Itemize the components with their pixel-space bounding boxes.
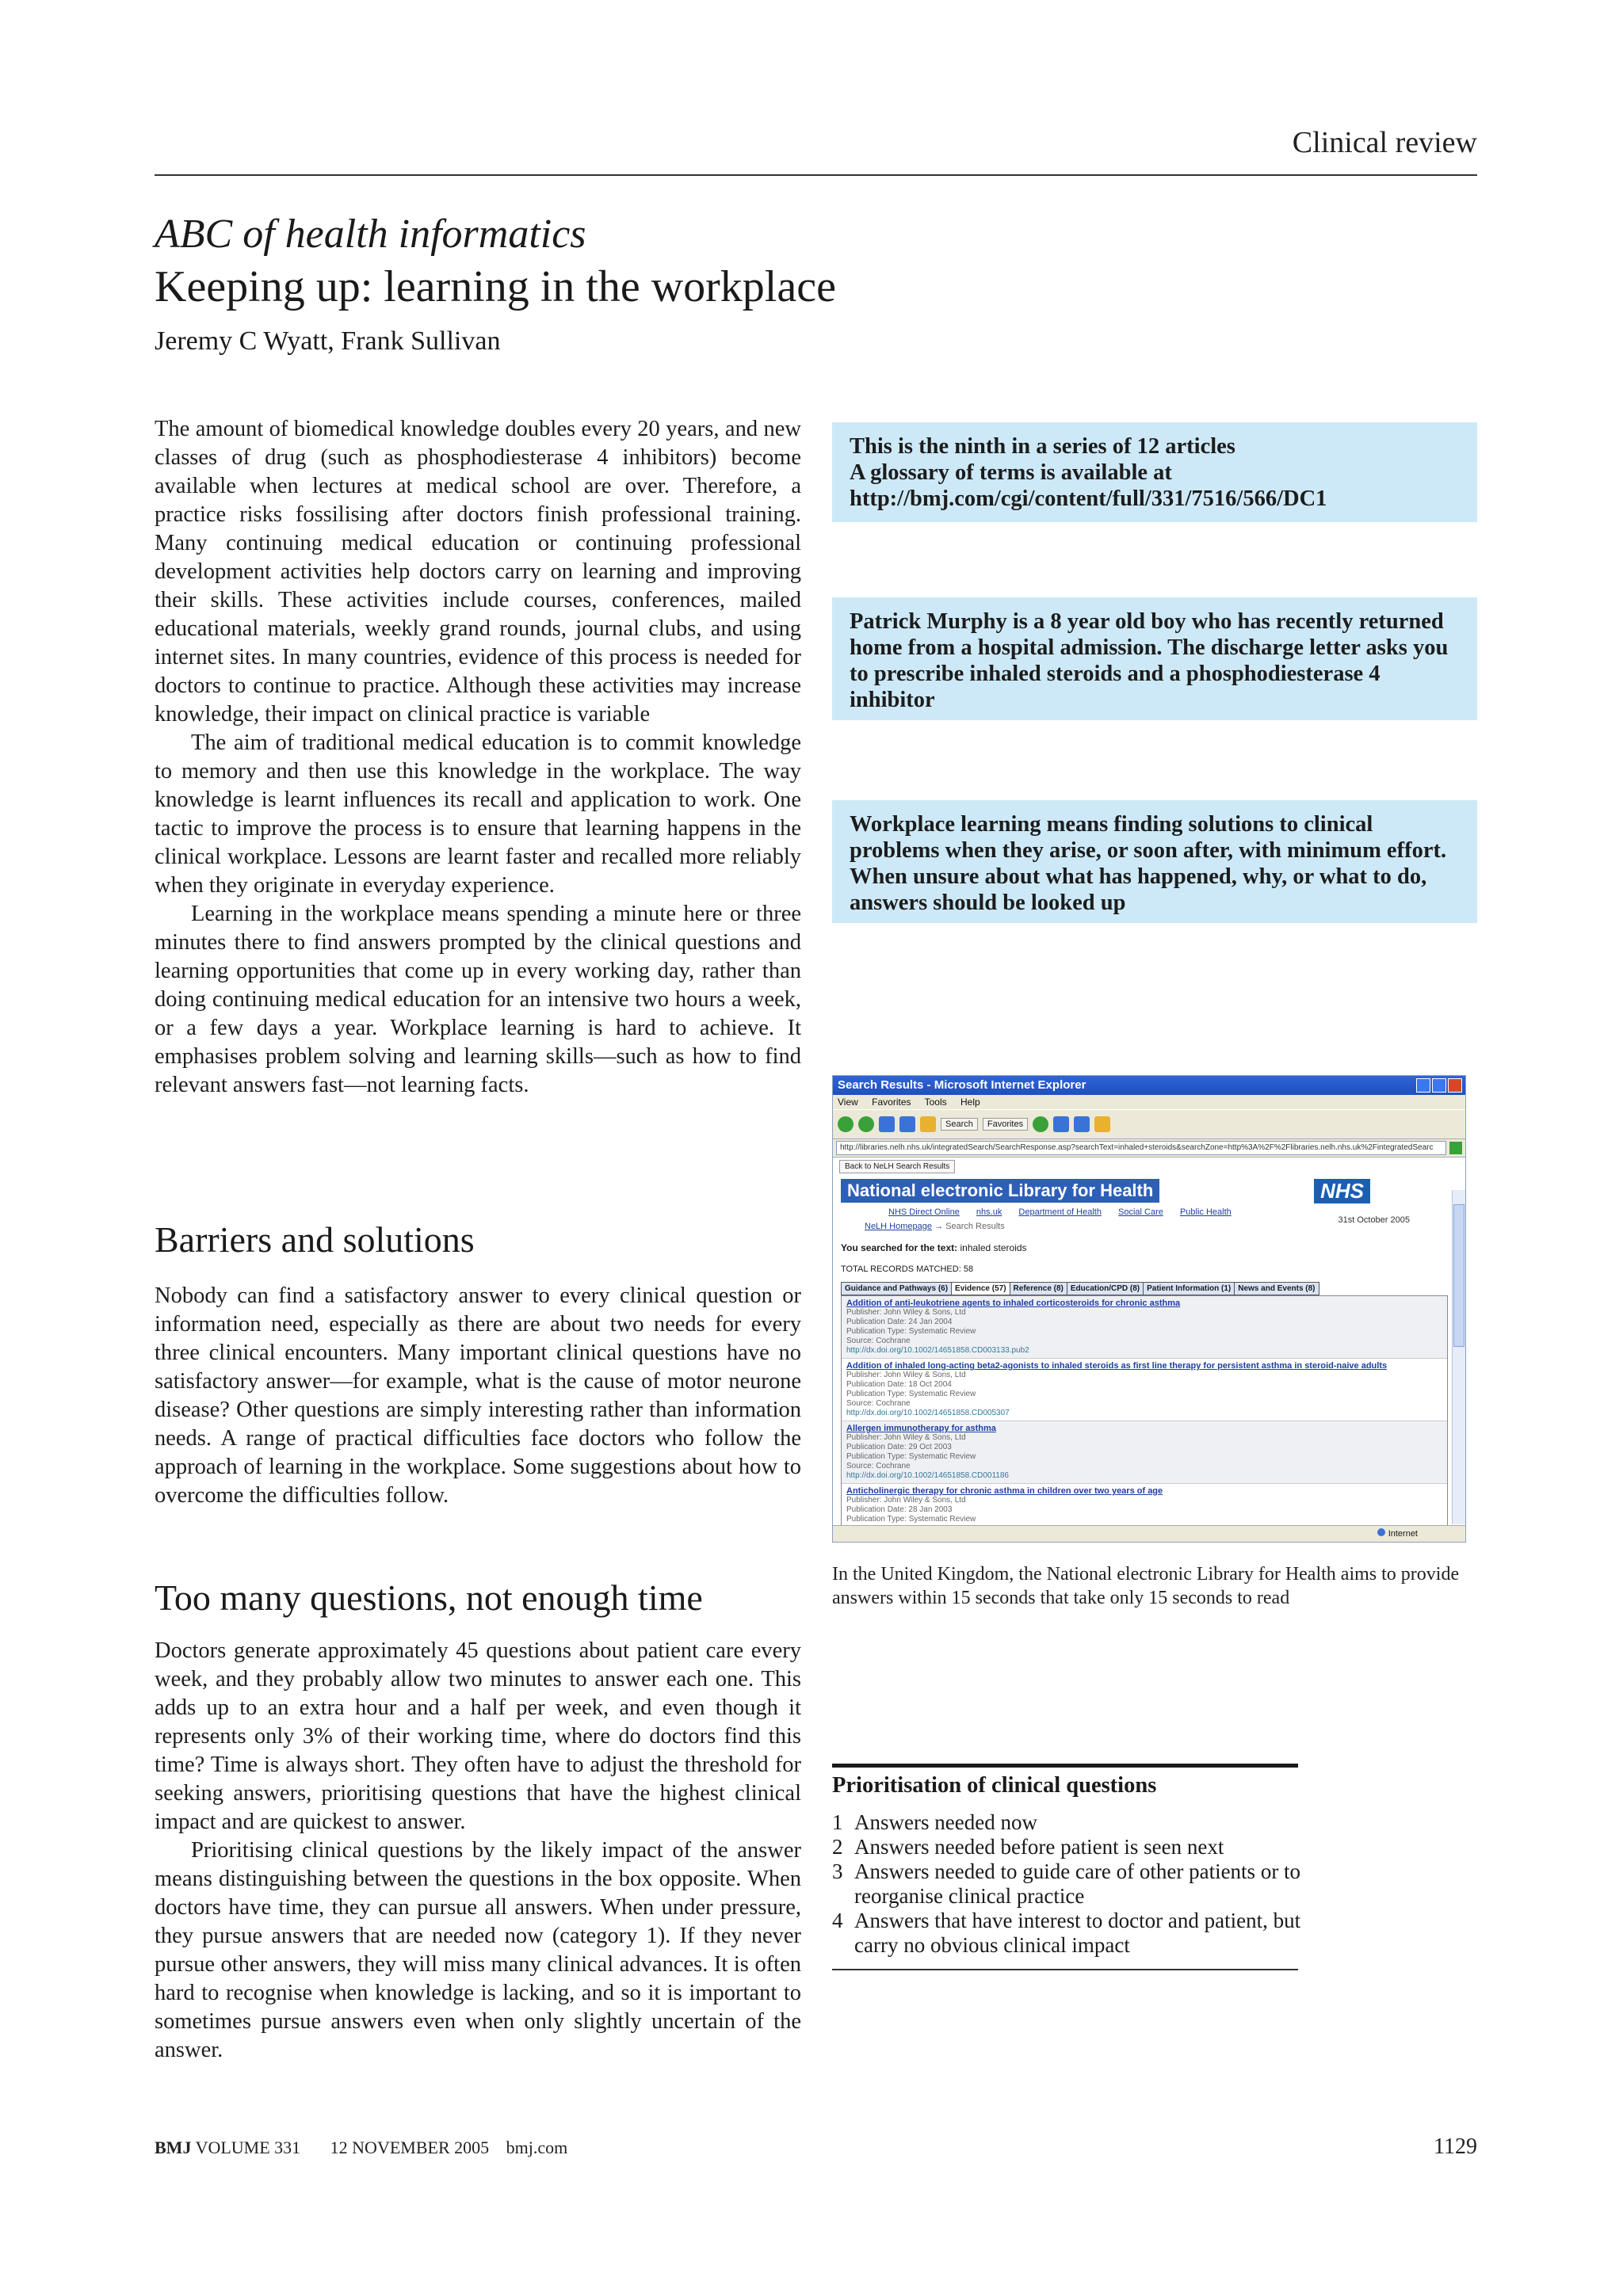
series-note: This is the ninth in a series of 12 articles [850, 434, 1235, 459]
case-box [832, 597, 1477, 720]
item-number: 4 [832, 1909, 843, 1932]
window-title: Search Results - Microsoft Internet Explorer [838, 1078, 1086, 1092]
result-url[interactable]: http://dx.doi.org/10.1002/14651858.CD003133.pub2 [846, 1346, 1029, 1355]
print-icon[interactable] [1074, 1116, 1090, 1132]
result-url[interactable]: http://dx.doi.org/10.1002/14651858.CD001186 [846, 1471, 1009, 1480]
result-title[interactable]: Addition of inhaled long-acting beta2-agonists to inhaled steroids as first line therapy for persistent asthma in steroid-naive adults [846, 1361, 1388, 1371]
result-tabs [841, 1282, 1457, 1295]
result-publisher: Publisher: John Wiley & Sons, Ltd [846, 1496, 966, 1505]
browser-toolbar [833, 1109, 1465, 1139]
intro-text [155, 415, 801, 1100]
nhs-logo: NHS [1314, 1179, 1370, 1203]
paragraph: Learning in the workplace means spending a minute here or three minutes there to find answers prompted by the clinical questions and learning opportunities that come up in every working day, rather than doing continuing medical education for an intensive two hours a week, or a few days a year. Workplace learning is hard to achieve. It emphasises problem solving and learning skills—such as how to find relevant answers fast—not learning facts. [155, 902, 801, 1097]
paragraph: Nobody can find a satisfactory answer to every clinical question or information need, especially as there are about two needs for every three clinical encounters. Many important clinical questions have no satisfactory answer—for example, what is the cause of motor neurone disease? Other questions are simply interesting rather than information needs. A range of practical difficulties face doctors who follow the approach of learning in the workplace. Some suggestions about how to overcome the difficulties follow. [155, 1283, 801, 1508]
history-icon[interactable] [1033, 1116, 1048, 1132]
window-controls [1416, 1078, 1462, 1093]
item-text: Answers needed to guide care of other patients or to reorganise clinical practice [854, 1859, 1301, 1908]
search-label: You searched for the text: [841, 1242, 958, 1253]
volume: VOLUME 331 [195, 2138, 301, 2157]
list-item [832, 1859, 1308, 1909]
nav-link[interactable]: NHS Direct Online [888, 1207, 960, 1217]
page-content [833, 1176, 1465, 1531]
item-number: 2 [832, 1835, 843, 1859]
box-rule-top [832, 1764, 1298, 1768]
header-rule [155, 174, 1477, 176]
close-icon[interactable] [1448, 1078, 1462, 1093]
priority-list [832, 1810, 1308, 1958]
result-type: Publication Type: Systematic Review [846, 1327, 976, 1336]
section-heading: Too many questions, not enough time [155, 1577, 703, 1618]
list-item [842, 1484, 1447, 1527]
paragraph: The aim of traditional medical education is to commit knowledge to memory and then use this knowledge in the workplace. The way knowledge is learnt influences its recall and application to work. One tactic to improve the process is to ensure that learning happens in the clinical workplace. Lessons are learnt faster and recalled more reliably when they originate in everyday experience. [155, 730, 801, 898]
paragraph: The amount of biomedical knowledge doubles every 20 years, and new classes of drug (such as phosphodiesterase 4 inhibitors) become available when lectures at medical school are over. Therefore, a practice risks fossilising after doctors finish professional training. Many continuing medical education or continuing professional development activities help doctors carry on learning and improving their skills. These activities include courses, conferences, mailed educational materials, weekly grand rounds, journal clubs, and using internet sites. In many countries, evidence of this process is needed for doctors to continue to practice. Although these activities may increase knowledge, their impact on clinical practice is variable [155, 417, 801, 727]
site-title[interactable]: National electronic Library for Health [841, 1179, 1159, 1203]
favorites-button[interactable]: Favorites [983, 1118, 1028, 1131]
globe-icon [1377, 1528, 1385, 1536]
menu-favorites[interactable]: Favorites [872, 1097, 911, 1108]
result-type: Publication Type: Systematic Review [846, 1390, 976, 1398]
mail-icon[interactable] [1053, 1116, 1069, 1132]
result-source: Source: Cochrane [846, 1462, 911, 1470]
window-titlebar [833, 1076, 1465, 1095]
result-title[interactable]: Addition of anti-leukotriene agents to inhaled corticosteroids for chronic asthma [846, 1299, 1181, 1308]
list-item [842, 1296, 1447, 1359]
status-text: Internet [1388, 1529, 1418, 1539]
menu-help[interactable]: Help [960, 1097, 980, 1108]
article-title: Keeping up: learning in the workplace [155, 262, 836, 311]
result-url[interactable]: http://dx.doi.org/10.1002/14651858.CD005307 [846, 1409, 1010, 1417]
section-label: Clinical review [1292, 126, 1477, 159]
result-date: Publication Date: 24 Jan 2004 [846, 1318, 953, 1326]
search-button[interactable]: Search [941, 1118, 978, 1131]
total-records: TOTAL RECORDS MATCHED: 58 [841, 1264, 974, 1274]
tab-news[interactable]: News and Events (8) [1234, 1282, 1319, 1295]
refresh-icon[interactable] [899, 1116, 915, 1132]
priority-box-title: Prioritisation of clinical questions [832, 1773, 1157, 1798]
item-text: Answers needed before patient is seen next [854, 1835, 1224, 1859]
arrow-right-icon: → [934, 1222, 946, 1231]
nav-link[interactable]: Public Health [1179, 1207, 1232, 1217]
search-term: inhaled steroids [960, 1242, 1027, 1253]
barriers-text [155, 1282, 801, 1510]
result-date: Publication Date: 29 Oct 2003 [846, 1443, 952, 1451]
workplace-box [832, 800, 1477, 923]
glossary-note: A glossary of terms is available at http://bmj.com/cgi/content/full/331/7516/566/DC1 [850, 460, 1327, 511]
home-icon[interactable] [920, 1116, 936, 1132]
forward-icon[interactable] [858, 1116, 874, 1132]
paragraph: Doctors generate approximately 45 questions about patient care every week, and they probably allow two minutes to answer each one. This adds up to an extra hour and a half per week, and even though it represents only 3% of their working time, where do doctors find this time? Time is always short. They often have to adjust the threshold for seeking answers, prioritising questions that have the highest clinical impact and are quickest to answer. [155, 1638, 801, 1834]
footer-citation [155, 2138, 580, 2158]
results-list [841, 1295, 1448, 1528]
address-input[interactable]: http://libraries.nelh.nhs.uk/integratedSearch/SearchResponse.asp?searchText=inhaled+steroids&searchZone=http%3A%2F%2Flibraries.nelh.nhs.uk%2FintegratedSearc [836, 1141, 1446, 1155]
series-info-box [832, 422, 1477, 522]
result-publisher: Publisher: John Wiley & Sons, Ltd [846, 1433, 966, 1442]
time-text [155, 1637, 801, 2065]
search-summary [841, 1242, 1457, 1253]
status-zone [1377, 1528, 1418, 1539]
list-item [832, 1810, 1308, 1835]
menu-view[interactable]: View [838, 1097, 858, 1108]
item-text: Answers needed now [854, 1810, 1037, 1834]
list-item [842, 1421, 1447, 1484]
item-text: Answers that have interest to doctor and patient, but carry no obvious clinical impact [854, 1909, 1301, 1957]
paragraph: Prioritising clinical questions by the likely impact of the answer means distinguishing between the questions in the box opposite. When doctors have time, they can pursue all answers. When under pressure, they pursue answers that are needed now (category 1). If they never pursue other answers, they will miss many clinical advances. It is often hard to recognise when knowledge is lacking, and so it is important to sometimes pursue answers even when only slightly uncertain of the answer. [155, 1838, 801, 2062]
result-publisher: Publisher: John Wiley & Sons, Ltd [846, 1308, 966, 1317]
journal-site[interactable]: bmj.com [506, 2138, 568, 2157]
back-icon[interactable] [838, 1116, 854, 1132]
menu-bar [833, 1095, 1465, 1109]
tab-guidance[interactable]: Guidance and Pathways (6) [841, 1282, 952, 1295]
box-rule-bottom [832, 1969, 1298, 1970]
crumb-home[interactable]: NeLH Homepage [865, 1222, 932, 1231]
minimize-icon[interactable] [1416, 1078, 1430, 1093]
browser-screenshot [832, 1075, 1466, 1543]
result-date: Publication Date: 28 Jan 2003 [846, 1505, 953, 1514]
scrollbar-thumb[interactable] [1453, 1204, 1465, 1347]
crumb-current: Search Results [945, 1222, 1005, 1231]
tab-evidence[interactable]: Evidence (57) [951, 1282, 1010, 1295]
section-heading: Barriers and solutions [155, 1219, 475, 1260]
go-icon[interactable] [1449, 1142, 1462, 1154]
site-date: 31st October 2005 [1338, 1215, 1410, 1225]
status-bar [833, 1525, 1465, 1542]
result-title[interactable]: Anticholinergic therapy for chronic asthma in children over two years of age [846, 1486, 1163, 1496]
authors: Jeremy C Wyatt, Frank Sullivan [155, 326, 501, 356]
series-title: ABC of health informatics [155, 212, 586, 257]
issue-date: 12 NOVEMBER 2005 [330, 2138, 490, 2157]
result-source: Source: Cochrane [846, 1399, 911, 1408]
list-item [832, 1909, 1308, 1958]
result-publisher: Publisher: John Wiley & Sons, Ltd [846, 1371, 966, 1379]
tab-reference[interactable]: Reference (8) [1010, 1282, 1067, 1295]
nav-link[interactable]: Social Care [1118, 1207, 1163, 1217]
result-type: Publication Type: Systematic Review [846, 1515, 976, 1524]
result-source: Source: Cochrane [846, 1337, 911, 1345]
folder-icon[interactable] [1094, 1116, 1110, 1132]
list-item [832, 1835, 1308, 1859]
maximize-icon[interactable] [1432, 1078, 1446, 1093]
stop-icon[interactable] [879, 1116, 895, 1132]
nav-link[interactable]: nhs.uk [976, 1207, 1002, 1217]
nav-link[interactable]: Department of Health [1018, 1207, 1102, 1217]
scrollbar[interactable] [1452, 1190, 1465, 1524]
figure-caption: In the United Kingdom, the National electronic Library for Health aims to provide answers within 15 seconds that take only 15 seconds to read [832, 1564, 1460, 1608]
tab-education[interactable]: Education/CPD (8) [1067, 1282, 1144, 1295]
page-number: 1129 [1434, 2134, 1477, 2159]
case-text: Patrick Murphy is a 8 year old boy who has recently returned home from a hospital admission. The discharge letter asks you to prescribe inhaled steroids and a phosphodiesterase 4 inhibitor [850, 609, 1449, 712]
menu-tools[interactable]: Tools [924, 1097, 947, 1108]
address-bar [833, 1139, 1465, 1158]
tab-patient-info[interactable]: Patient Information (1) [1143, 1282, 1235, 1295]
result-date: Publication Date: 18 Oct 2004 [846, 1380, 952, 1389]
list-item [842, 1359, 1447, 1421]
back-to-results-tab[interactable]: Back to NeLH Search Results [839, 1160, 955, 1173]
workplace-text: Workplace learning means finding solutions to clinical problems when they arise, or soon after, with minimum effort. When unsure about what has happened, why, or what to do, answers should be looked up [850, 812, 1447, 915]
result-type: Publication Type: Systematic Review [846, 1452, 976, 1461]
journal-name: BMJ [155, 2138, 192, 2157]
item-number: 3 [832, 1859, 843, 1883]
item-number: 1 [832, 1810, 843, 1834]
result-title[interactable]: Allergen immunotherapy for asthma [846, 1424, 996, 1433]
